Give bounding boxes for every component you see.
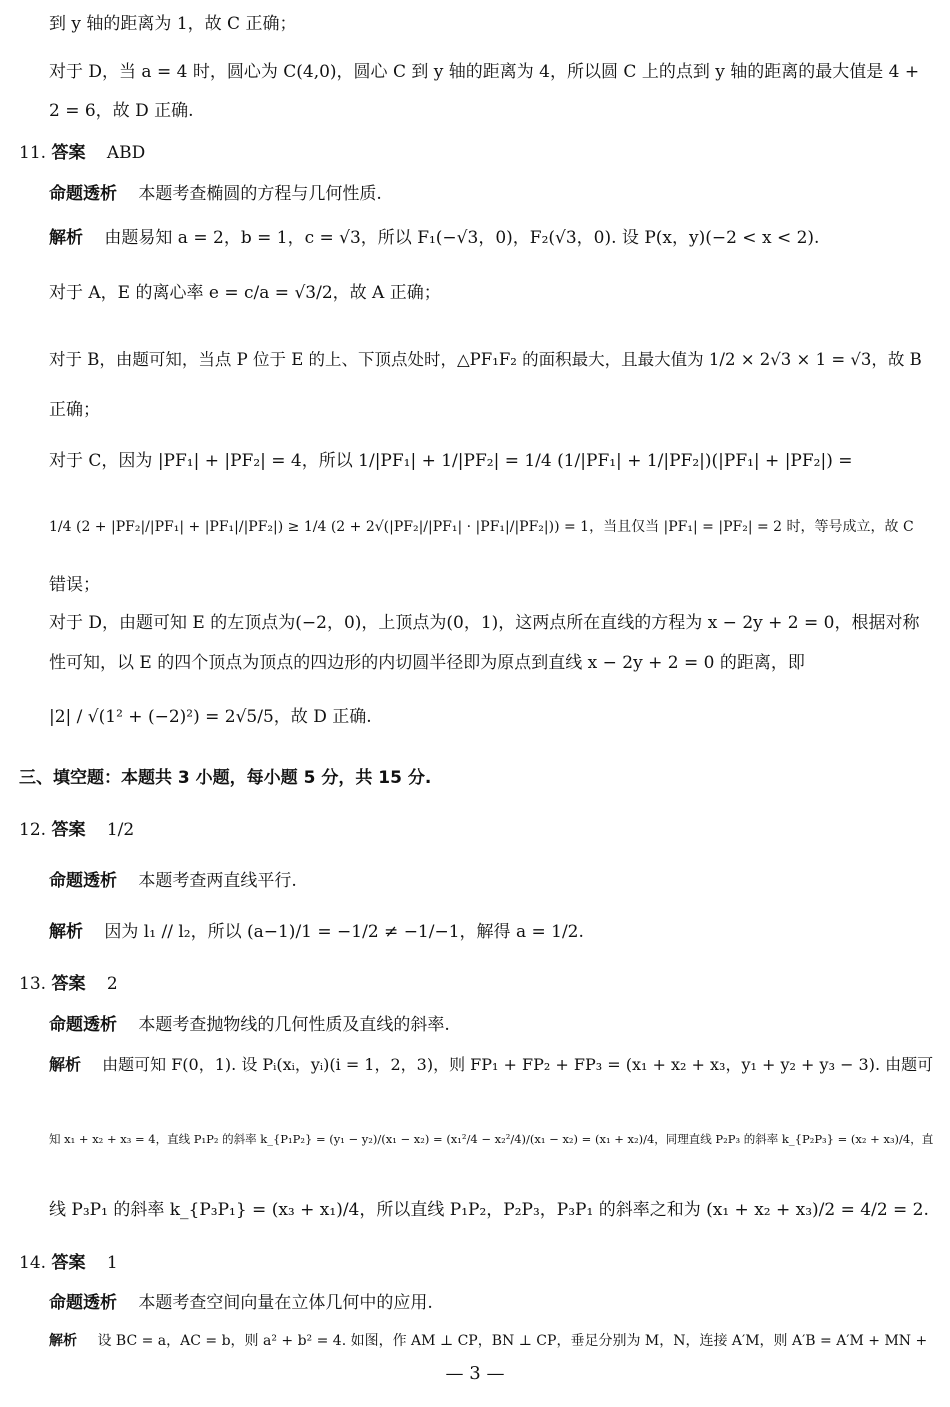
analysis-label: 解析 [49, 1333, 77, 1349]
answer-value: 1 [106, 1253, 118, 1273]
analysis-text: 由题易知 a = 2，b = 1，c = √3，所以 F₁(−√3，0)，F₂(√3，0). 设 P(x，y)(−2 < x < 2). [104, 228, 820, 248]
text-line: 对于 B，由题可知，当点 P 位于 E 的上、下顶点处时，△PF₁F₂ 的面积最大，且最大值为 1/2 × 2√3 × 1 = √3，故 B [49, 350, 922, 369]
answer-label: 答案 [51, 1253, 86, 1273]
analysis-line [49, 1055, 933, 1074]
topic-line [49, 184, 382, 204]
topic-text: 本题考查空间向量在立体几何中的应用. [138, 1293, 433, 1313]
text-line: 错误； [49, 575, 100, 595]
analysis-label: 解析 [49, 922, 83, 942]
text-line: 对于 C，因为 |PF₁| + |PF₂| = 4，所以 1/|PF₁| + 1/|PF₂| = 1/4 (1/|PF₁| + 1/|PF₂|)(|PF₁| + |PF₂|) = [49, 451, 853, 471]
analysis-text: 由题可知 F(0，1). 设 Pᵢ(xᵢ，yᵢ)(i = 1，2，3)，则 FP₁ + FP₂ + FP₃ = (x₁ + x₂ + x₃，y₁ + y₂ + y₃ − 3). 由题可 [102, 1055, 934, 1074]
text-line: 到 y 轴的距离为 1，故 C 正确； [49, 14, 297, 34]
topic-text: 本题考查抛物线的几何性质及直线的斜率. [138, 1015, 450, 1035]
analysis-line [49, 922, 584, 942]
text-line: 线 P₃P₁ 的斜率 k_{P₃P₁} = (x₃ + x₁)/4，所以直线 P₁P₂，P₂P₃，P₃P₁ 的斜率之和为 (x₁ + x₂ + x₃)/2 = 4/2 = 2. [49, 1200, 929, 1220]
question-number: 14. [19, 1253, 47, 1273]
text-line: |2| / √(1² + (−2)²) = 2√5/5，故 D 正确. [49, 707, 372, 727]
topic-line [49, 1293, 433, 1313]
question-14-header [19, 1253, 118, 1273]
text-line: 1/4 (2 + |PF₂|/|PF₁| + |PF₁|/|PF₂|) ≥ 1/4 (2 + 2√(|PF₂|/|PF₁| · |PF₁|/|PF₂|)) = 1，当且仅当 |PF₁| = |PF₂| = 2 时，等号成立，故 C [49, 519, 914, 535]
question-number: 11. [19, 143, 47, 163]
topic-line [49, 871, 297, 891]
topic-label: 命题透析 [49, 1293, 117, 1313]
analysis-line [49, 1333, 927, 1350]
section-heading: 三、填空题：本题共 3 小题，每小题 5 分，共 15 分. [19, 768, 432, 788]
answer-label: 答案 [51, 820, 86, 840]
question-number: 13. [19, 974, 47, 994]
text-line: 对于 D，由题可知 E 的左顶点为(−2，0)，上顶点为(0，1)，这两点所在直线的方程为 x − 2y + 2 = 0，根据对称 [49, 613, 920, 633]
answer-value: 2 [106, 974, 118, 994]
analysis-label: 解析 [49, 228, 83, 248]
text-line: 对于 D，当 a = 4 时，圆心为 C(4,0)，圆心 C 到 y 轴的距离为 4，所以圆 C 上的点到 y 轴的距离的最大值是 4 + [49, 62, 920, 82]
question-12-header [19, 820, 134, 840]
text-line: 对于 A，E 的离心率 e = c/a = √3/2，故 A 正确； [49, 283, 441, 303]
topic-label: 命题透析 [49, 184, 117, 204]
topic-label: 命题透析 [49, 871, 117, 891]
analysis-text: 因为 l₁ // l₂，所以 (a−1)/1 = −1/2 ≠ −1/−1，解得 a = 1/2. [104, 922, 584, 942]
answer-label: 答案 [51, 974, 86, 994]
text-line: 性可知，以 E 的四个顶点为顶点的四边形的内切圆半径即为原点到直线 x − 2y + 2 = 0 的距离，即 [49, 653, 805, 673]
question-11-header [19, 143, 145, 163]
question-number: 12. [19, 820, 47, 840]
question-13-header [19, 974, 118, 994]
answer-value: 1/2 [106, 820, 135, 840]
answer-label: 答案 [51, 143, 86, 163]
topic-text: 本题考查两直线平行. [138, 871, 297, 891]
text-line: 知 x₁ + x₂ + x₃ = 4，直线 P₁P₂ 的斜率 k_{P₁P₂} = (y₁ − y₂)/(x₁ − x₂) = (x₁²/4 − x₂²/4)/(x₁ − x₂) = (x₁ + x₂)/4，同理直线 P₂P₃ 的斜率 k_{P₂P₃} = (x₂ + x₃)/4，直 [49, 1132, 934, 1146]
topic-line [49, 1015, 450, 1035]
page-number: — 3 — [445, 1363, 505, 1384]
analysis-label: 解析 [49, 1055, 82, 1074]
topic-label: 命题透析 [49, 1015, 117, 1035]
text-line: 2 = 6，故 D 正确. [49, 101, 194, 121]
analysis-text: 设 BC = a，AC = b，则 a² + b² = 4. 如图，作 AM ⊥ CP，BN ⊥ CP，垂足分别为 M，N，连接 A′M，则 A′B = A′M + MN + [97, 1333, 928, 1349]
text-line: 正确； [49, 400, 100, 420]
answer-value: ABD [106, 143, 146, 163]
topic-text: 本题考查椭圆的方程与几何性质. [138, 184, 382, 204]
analysis-line [49, 228, 819, 248]
